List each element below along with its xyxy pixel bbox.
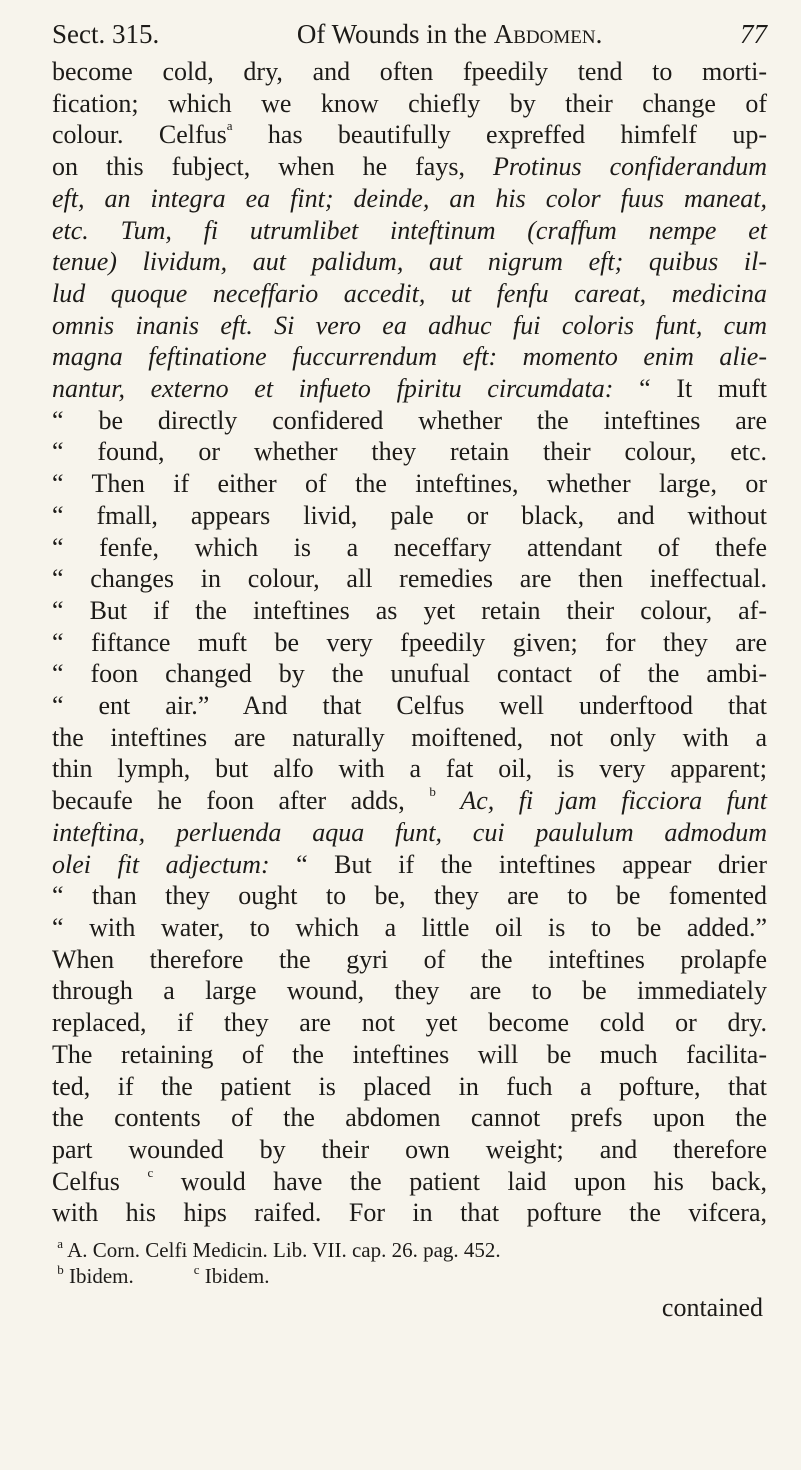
text-line: olei fit adjectum: “ But if the inteftines appear drier xyxy=(52,849,767,879)
text-line: “ with water, to which a little oil is to be added.” xyxy=(52,912,767,942)
text-line: “ be directly confidered whether the inteftines are xyxy=(52,405,767,435)
footnote-marker: a xyxy=(226,118,233,134)
text-line: on this fubject, when he fays, Protinus confiderandum xyxy=(52,152,767,182)
text-line: The retaining of the inteftines will be much facilita- xyxy=(52,1039,767,1069)
footnote-b: $^b$ Ibidem. xyxy=(57,1262,134,1289)
text-line: “ But if the inteftines as yet retain their colour, af- xyxy=(52,595,767,625)
text-line: the inteftines are naturally moiftened, not only with a xyxy=(52,722,767,752)
text-line: When therefore the gyri of the inteftines prolapfe xyxy=(52,944,767,974)
text-line: part wounded by their own weight; and therefore xyxy=(52,1134,767,1164)
text-line: magna feftinatione fuccurrendum eft: momento enim alie- xyxy=(52,342,767,372)
text-line: etc. Tum, fi utrumlibet inteftinum (craffum nempe et xyxy=(52,215,767,245)
text-line: “ foon changed by the unufual contact of the ambi- xyxy=(52,659,767,689)
footnote-marker: c xyxy=(147,1164,154,1180)
footnote-marker: b xyxy=(429,784,436,800)
text-line: becaufe he foon after adds, $^b$ Ac, fi jam ficciora funt xyxy=(52,784,768,816)
footnote-c: $^c$ Ibidem. xyxy=(193,1262,270,1289)
text-line: ted, if the patient is placed in fuch a pofture, that xyxy=(52,1071,767,1101)
text-line: Celfus $^c$ would have the patient laid upon his back, xyxy=(52,1164,768,1196)
running-title: Of Wounds in the Abdomen. xyxy=(296,19,603,49)
text-line: inteftina, perluenda aqua funt, cui paululum admodum xyxy=(52,817,767,847)
text-line: “ found, or whether they retain their colour, etc. xyxy=(52,437,767,467)
text-line: nantur, externo et infueto fpiritu circumdata: “ It muft xyxy=(52,374,768,404)
text-line: thin lymph, but alfo with a fat oil, is very apparent; xyxy=(52,754,767,784)
text-line: “ fenfe, which is a neceffary attendant of thefe xyxy=(52,532,767,562)
text-line: with his hips raifed. For in that pofture the vifcera, xyxy=(52,1198,767,1228)
text-line: lud quoque neceffario accedit, ut fenfu careat, medicina xyxy=(52,278,767,308)
text-line: omnis inanis eft. Si vero ea adhuc fui coloris funt, cum xyxy=(52,310,767,340)
text-line: “ changes in colour, all remedies are then ineffectual. xyxy=(52,564,767,594)
text-line: replaced, if they are not yet become cold or dry. xyxy=(52,1008,767,1038)
footnote-a: $^a$ A. Corn. Celfi Medicin. Lib. VII. cap. 26. pag. 452. xyxy=(57,1236,501,1263)
text-line: “ than they ought to be, they are to be fomented xyxy=(52,881,767,911)
text-line: “ fiftance muft be very fpeedily given; for they are xyxy=(52,627,767,657)
text-line: become cold, dry, and often fpeedily tend to morti- xyxy=(52,57,767,86)
section-number: Sect. 315. xyxy=(52,19,160,49)
body-text xyxy=(52,56,767,1229)
text-line: through a large wound, they are to be immediately xyxy=(52,976,767,1006)
text-line: “ fmall, appears livid, pale or black, and without xyxy=(52,500,767,530)
text-line: “ Then if either of the inteftines, whether large, or xyxy=(52,469,767,499)
text-line: eft, an integra ea fint; deinde, an his color fuus maneat, xyxy=(52,183,767,213)
text-line: “ ent air.” And that Celfus well underftood that xyxy=(52,691,767,721)
text-line: fication; which we know chiefly by their change of xyxy=(52,88,767,118)
text-line: tenue) lividum, aut palidum, aut nigrum eft; quibus il- xyxy=(52,247,767,277)
catchword: contained xyxy=(661,1293,763,1323)
text-line: the contents of the abdomen cannot prefs upon the xyxy=(52,1103,767,1133)
footnotes xyxy=(52,1237,767,1289)
running-header xyxy=(52,18,767,50)
page-number: 77 xyxy=(740,19,767,49)
text-line: colour. Celfus$^a$ has beautifully expreffed himfelf up- xyxy=(52,118,767,150)
